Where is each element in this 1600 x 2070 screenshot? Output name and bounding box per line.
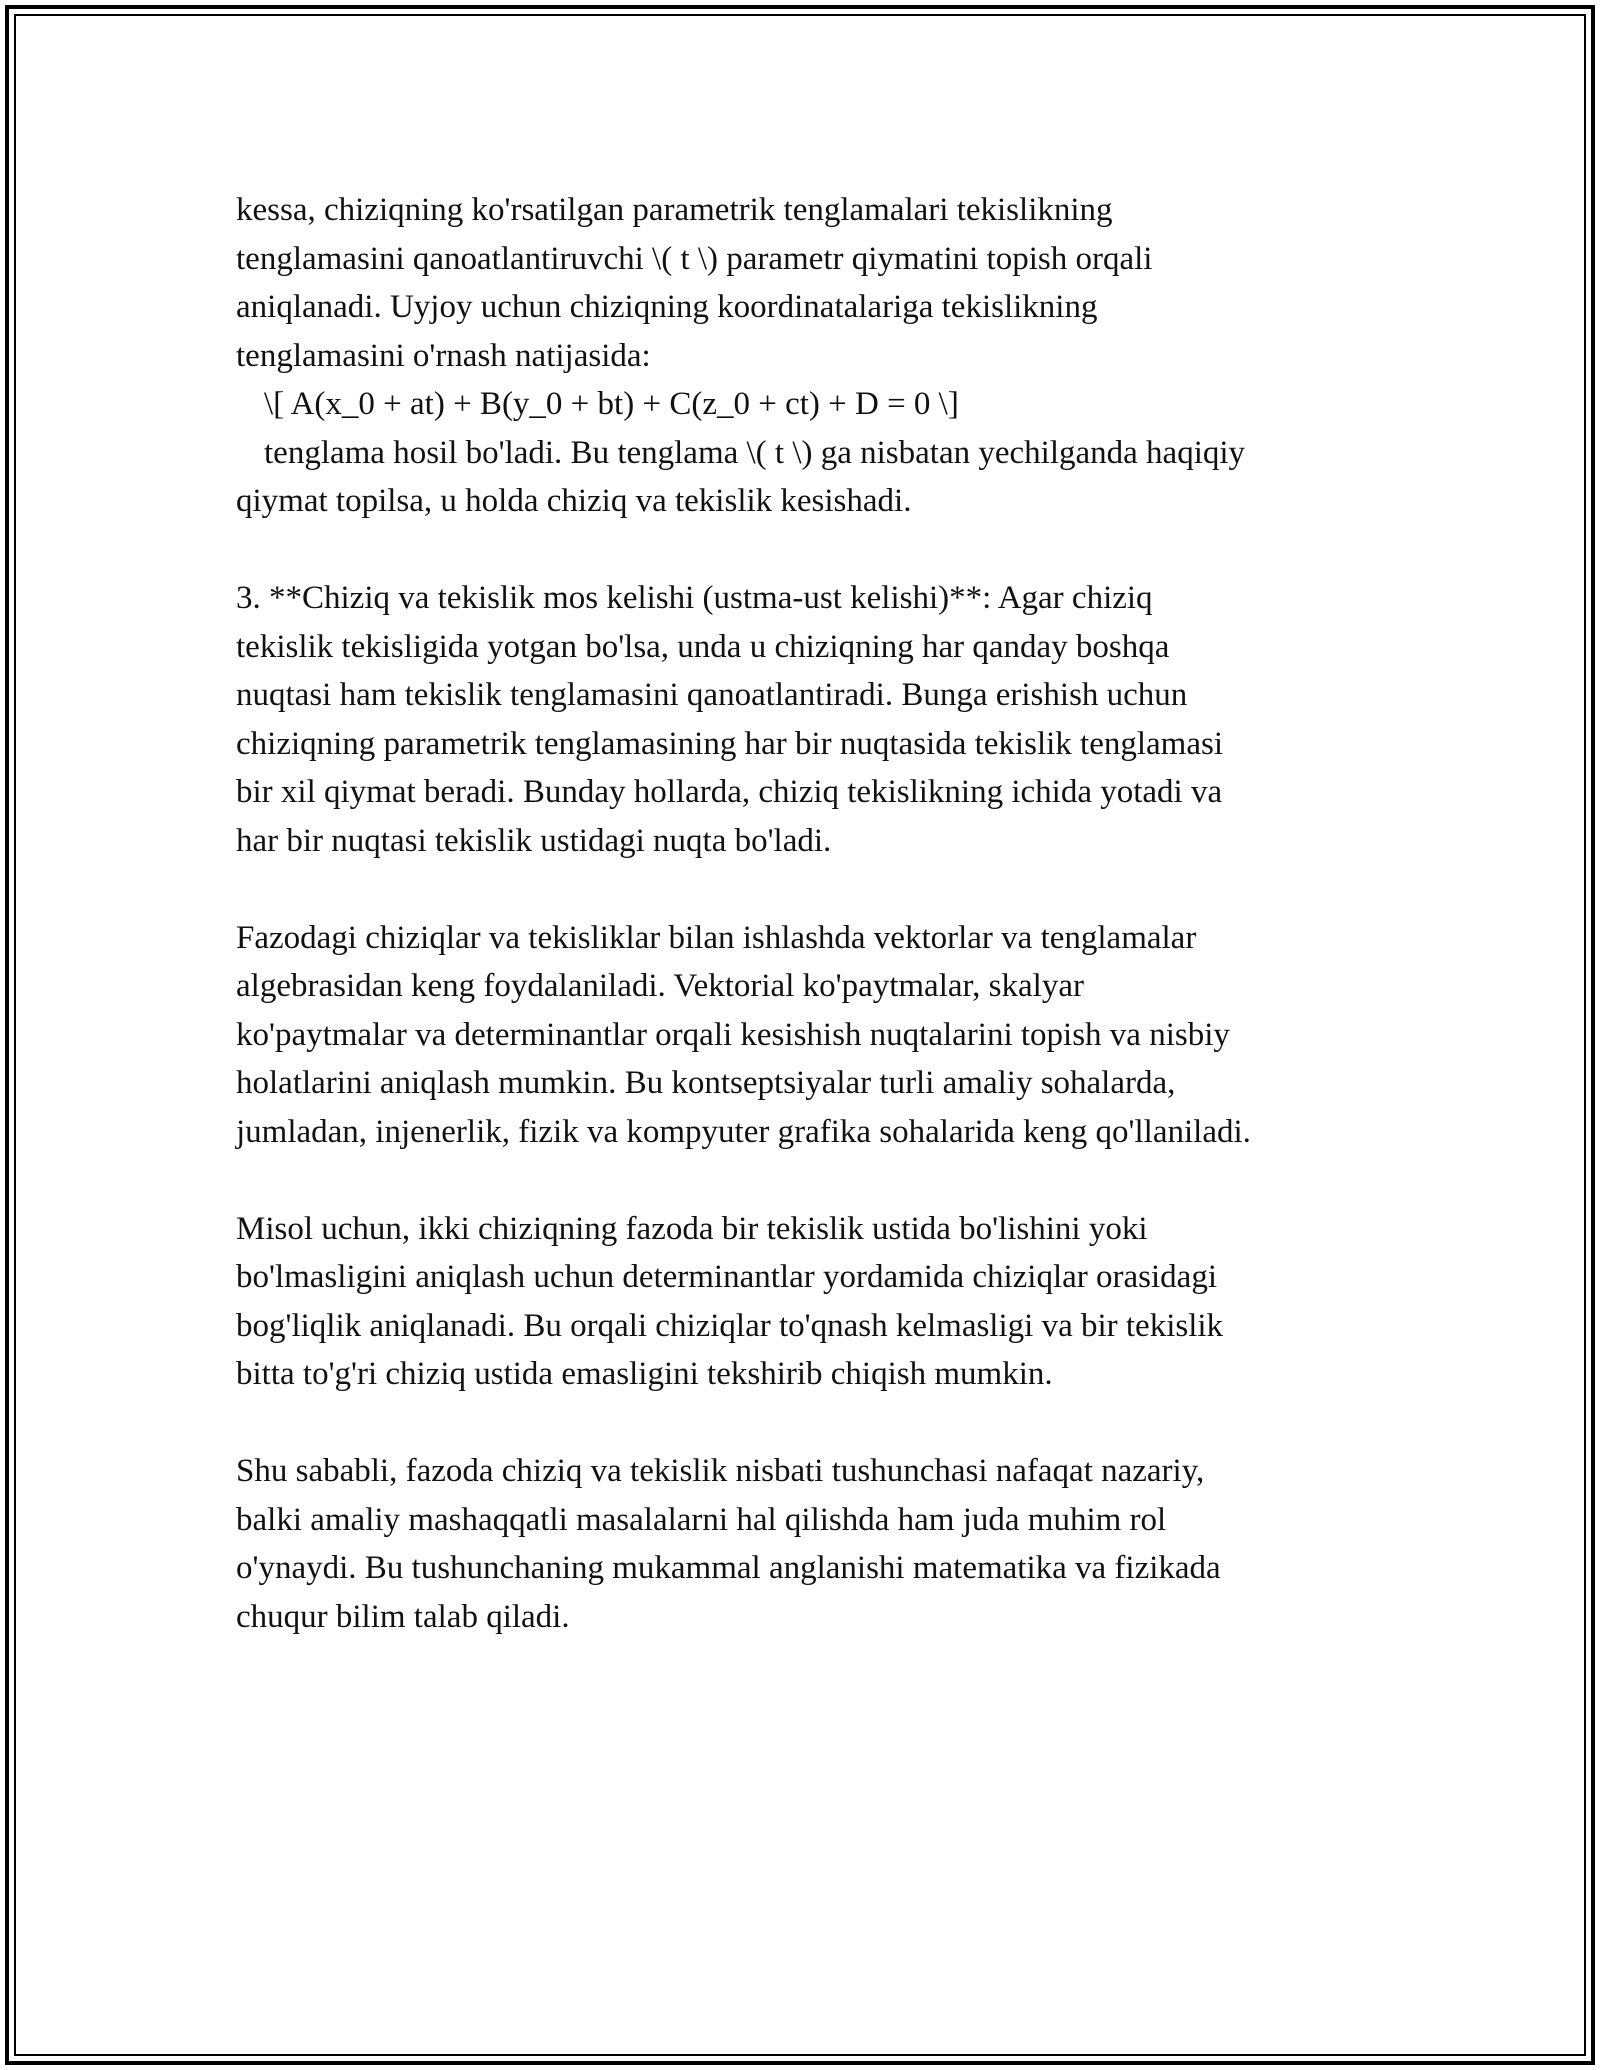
document-body	[236, 186, 1366, 1690]
paragraph-3	[236, 914, 1366, 1157]
text-line: har bir nuqtasi tekislik ustidagi nuqta bo'ladi.	[236, 822, 832, 859]
text-line: tekislik tekisligida yotgan bo'lsa, unda u chiziqning har qanday boshqa	[236, 628, 1170, 665]
text-line: kessa, chiziqning ko'rsatilgan parametrik tenglamalari tekislikning	[236, 192, 1113, 228]
text-line: bitta to'g'ri chiziq ustida emasligini tekshirib chiqish mumkin.	[236, 1356, 1053, 1392]
paragraph-5	[236, 1447, 1366, 1641]
text-line: aniqlanadi. Uyjoy uchun chiziqning koordinatalariga tekislikning	[236, 289, 1098, 325]
text-line: bog'liqlik aniqlanadi. Bu orqali chiziqlar to'qnash kelmasligi va bir tekislik	[236, 1307, 1224, 1344]
text-line: chuqur bilim talab qiladi.	[236, 1598, 570, 1635]
text-line: \[ A(x_0 + at) + B(y_0 + bt) + C(z_0 + ct) + D = 0 \]	[264, 386, 959, 422]
text-line: ko'paytmalar va determinantlar orqali kesishish nuqtalarini topish va nisbiy	[236, 1016, 1230, 1053]
text-line: Shu sababli, fazoda chiziq va tekislik nisbati tushunchasi nafaqat nazariy,	[236, 1453, 1205, 1489]
text-line: tenglamasini qanoatlantiruvchi \( t \) parametr qiymatini topish orqali	[236, 240, 1153, 277]
paragraph-2	[236, 574, 1366, 865]
text-line: Fazodagi chiziqlar va tekisliklar bilan ishlashda vektorlar va tenglamalar	[236, 919, 1197, 956]
text-line: balki amaliy mashaqqatli masalalarni hal qilishda ham juda muhim rol	[236, 1501, 1167, 1538]
text-line: tenglamasini o'rnash natijasida:	[236, 337, 651, 374]
text-line: Misol uchun, ikki chiziqning fazoda bir tekislik ustida bo'lishini yoki	[236, 1210, 1148, 1247]
text-line: holatlarini aniqlash mumkin. Bu kontseptsiyalar turli amaliy sohalarda,	[236, 1065, 1176, 1101]
text-line: qiymat topilsa, u holda chiziq va tekislik kesishadi.	[236, 483, 912, 519]
text-line: jumladan, injenerlik, fizik va kompyuter grafika sohalarida keng qo'llaniladi.	[236, 1113, 1251, 1150]
text-line: bo'lmasligini aniqlash uchun determinantlar yordamida chiziqlar orasidagi	[236, 1259, 1217, 1295]
text-line: chiziqning parametrik tenglamasining har bir nuqtasida tekislik tenglamasi	[236, 725, 1223, 762]
text-line: 3. **Chiziq va tekislik mos kelishi (ustma-ust kelishi)**: Agar chiziq	[236, 580, 1153, 616]
text-line: tenglama hosil bo'ladi. Bu tenglama \( t \) ga nisbatan yechilganda haqiqiy	[264, 434, 1246, 471]
text-line: algebrasidan keng foydalaniladi. Vektorial ko'paytmalar, skalyar	[236, 968, 1084, 1004]
paragraph-1	[236, 186, 1366, 526]
paragraph-4	[236, 1205, 1366, 1399]
text-line: bir xil qiymat beradi. Bunday hollarda, chiziq tekislikning ichida yotadi va	[236, 774, 1223, 810]
text-line: o'ynaydi. Bu tushunchaning mukammal anglanishi matematika va fizikada	[236, 1550, 1221, 1586]
text-line: nuqtasi ham tekislik tenglamasini qanoatlantiradi. Bunga erishish uchun	[236, 677, 1188, 713]
